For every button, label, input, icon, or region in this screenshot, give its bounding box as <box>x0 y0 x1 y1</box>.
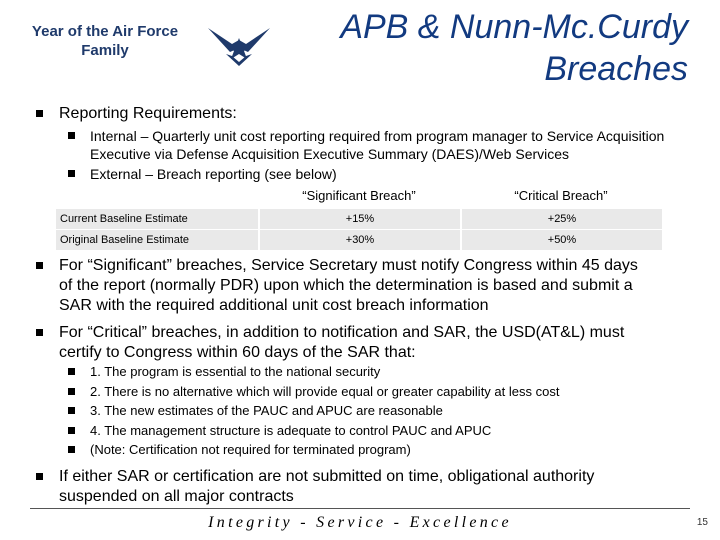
square-bullet-icon <box>68 170 75 177</box>
sar-line-1: If either SAR or certification are not submitted on time, obligational authority <box>59 468 595 485</box>
internal-line-1: Internal – Quarterly unit cost reporting required from program manager to Service Acquisition <box>90 128 665 144</box>
square-bullet-icon <box>36 473 43 480</box>
square-bullet-icon <box>68 388 75 395</box>
significant-line-2: of the report (normally PDR) upon which the determination is based and submit a <box>59 277 633 294</box>
critical-value: +25% <box>460 209 662 229</box>
critical-line-2: certify to Congress within 60 days of the SAR that: <box>59 344 416 361</box>
significant-line-3: SAR with the required additional unit cost breach information <box>59 297 489 314</box>
title-line-2: Breaches <box>544 50 688 88</box>
critical-line-1: For “Critical” breaches, in addition to notification and SAR, the USD(AT&L) must <box>59 324 625 341</box>
title-line-1: APB & Nunn-Mc.Curdy <box>340 8 688 46</box>
critical-item-2: 2. There is no alternative which will provide equal or greater capability at less cost <box>90 383 560 399</box>
square-bullet-icon <box>68 427 75 434</box>
square-bullet-icon <box>68 446 75 453</box>
row-label: Current Baseline Estimate <box>60 213 188 225</box>
square-bullet-icon <box>36 110 43 117</box>
footer-motto: Integrity - Service - Excellence <box>208 514 512 531</box>
table-row <box>56 230 662 250</box>
square-bullet-icon <box>36 262 43 269</box>
square-bullet-icon <box>36 329 43 336</box>
footer-divider <box>30 508 690 509</box>
sar-line-2: suspended on all major contracts <box>59 488 294 505</box>
significant-value: +30% <box>258 230 460 250</box>
air-force-symbol-icon <box>208 26 270 66</box>
significant-value: +15% <box>258 209 460 229</box>
critical-item-1: 1. The program is essential to the national security <box>90 364 381 379</box>
logo <box>30 22 280 72</box>
critical-value: +50% <box>460 230 662 250</box>
slide-title <box>268 6 688 90</box>
internal-line-2: Executive via Defense Acquisition Executive Summary (DAES)/Web Services <box>90 146 570 162</box>
logo-line-2: Family <box>81 42 129 59</box>
breach-table <box>56 184 662 250</box>
page-number: 15 <box>696 517 708 528</box>
significant-line-1: For “Significant” breaches, Service Secretary must notify Congress within 45 days <box>59 257 638 274</box>
critical-item-3: 3. The new estimates of the PAUC and APUC are reasonable <box>90 403 443 418</box>
header-significant-breach: “Significant Breach” <box>302 188 416 203</box>
logo-text <box>30 22 180 60</box>
header-critical-breach: “Critical Breach” <box>514 188 608 203</box>
reporting-heading: Reporting Requirements: <box>59 105 237 122</box>
square-bullet-icon <box>68 368 75 375</box>
row-label: Original Baseline Estimate <box>60 234 190 246</box>
square-bullet-icon <box>68 132 75 139</box>
table-row <box>56 209 662 229</box>
critical-item-4: 4. The management structure is adequate to control PAUC and APUC <box>90 422 492 438</box>
square-bullet-icon <box>68 407 75 414</box>
external-text: External – Breach reporting (see below) <box>90 166 337 182</box>
logo-line-1: Year of the Air Force <box>31 23 179 40</box>
critical-item-note: (Note: Certification not required for terminated program) <box>90 442 411 457</box>
